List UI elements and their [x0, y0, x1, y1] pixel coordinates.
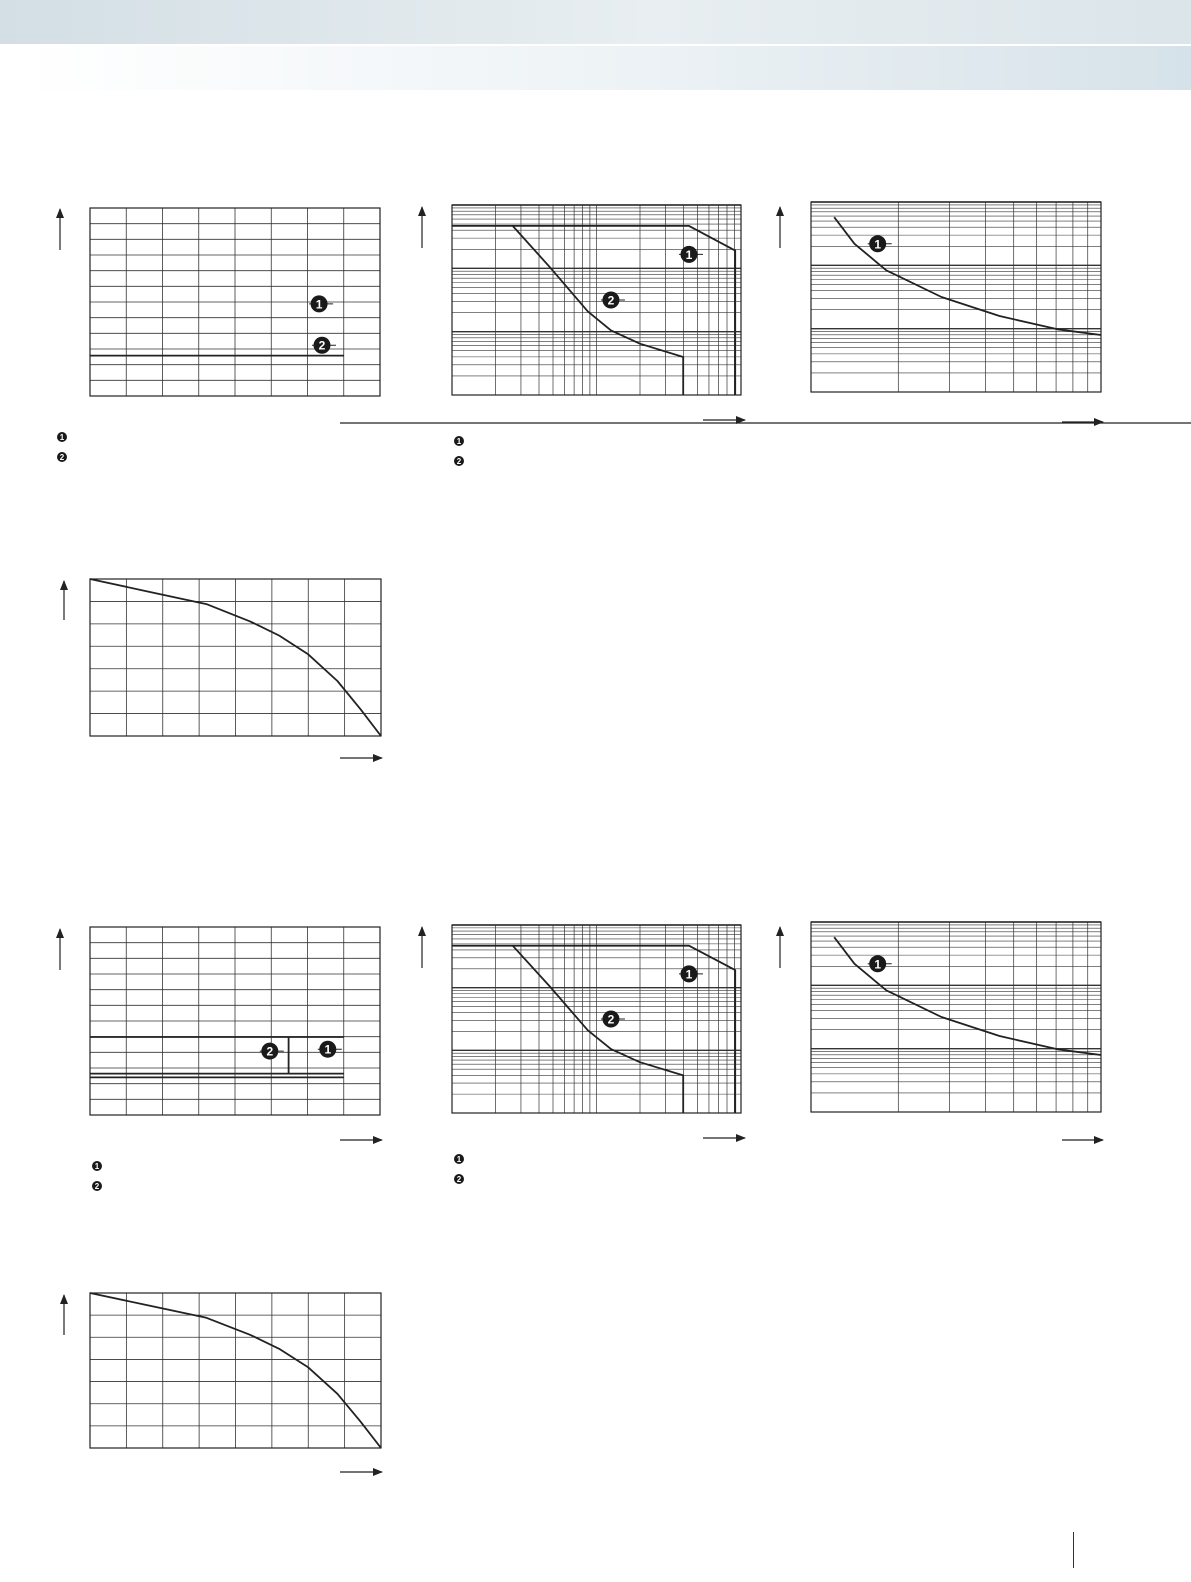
- chart-c3: [780, 202, 1103, 422]
- chart-c2: [422, 205, 745, 466]
- marker-label: 1: [874, 237, 882, 252]
- chart-c6: [422, 925, 745, 1184]
- legend-label: 2: [59, 453, 65, 463]
- marker-label: 2: [266, 1044, 274, 1059]
- marker-label: 1: [324, 1042, 332, 1057]
- chart-c7: [780, 922, 1103, 1140]
- series-line: [513, 946, 684, 1113]
- marker-label: 1: [874, 957, 882, 972]
- marker-label: 1: [685, 967, 693, 982]
- legend-label: 1: [59, 433, 65, 443]
- marker-label: 1: [315, 297, 323, 312]
- chart-c4: [64, 579, 382, 758]
- plot-frame: [811, 202, 1101, 392]
- legend-label: 2: [94, 1182, 100, 1192]
- marker-label: 2: [607, 1012, 615, 1027]
- page-number-rule: [1073, 1532, 1074, 1568]
- series-line: [513, 226, 684, 395]
- chart-c5: [60, 927, 382, 1191]
- legend-label: 2: [456, 1175, 462, 1185]
- plot-frame: [811, 922, 1101, 1112]
- legend-label: 1: [456, 437, 462, 447]
- marker-label: 2: [607, 293, 615, 308]
- legend-label: 2: [456, 457, 462, 467]
- marker-label: 2: [318, 338, 326, 353]
- chart-c8: [64, 1293, 382, 1472]
- marker-label: 1: [685, 247, 693, 262]
- legend-label: 1: [94, 1162, 100, 1172]
- legend-label: 1: [456, 1155, 462, 1165]
